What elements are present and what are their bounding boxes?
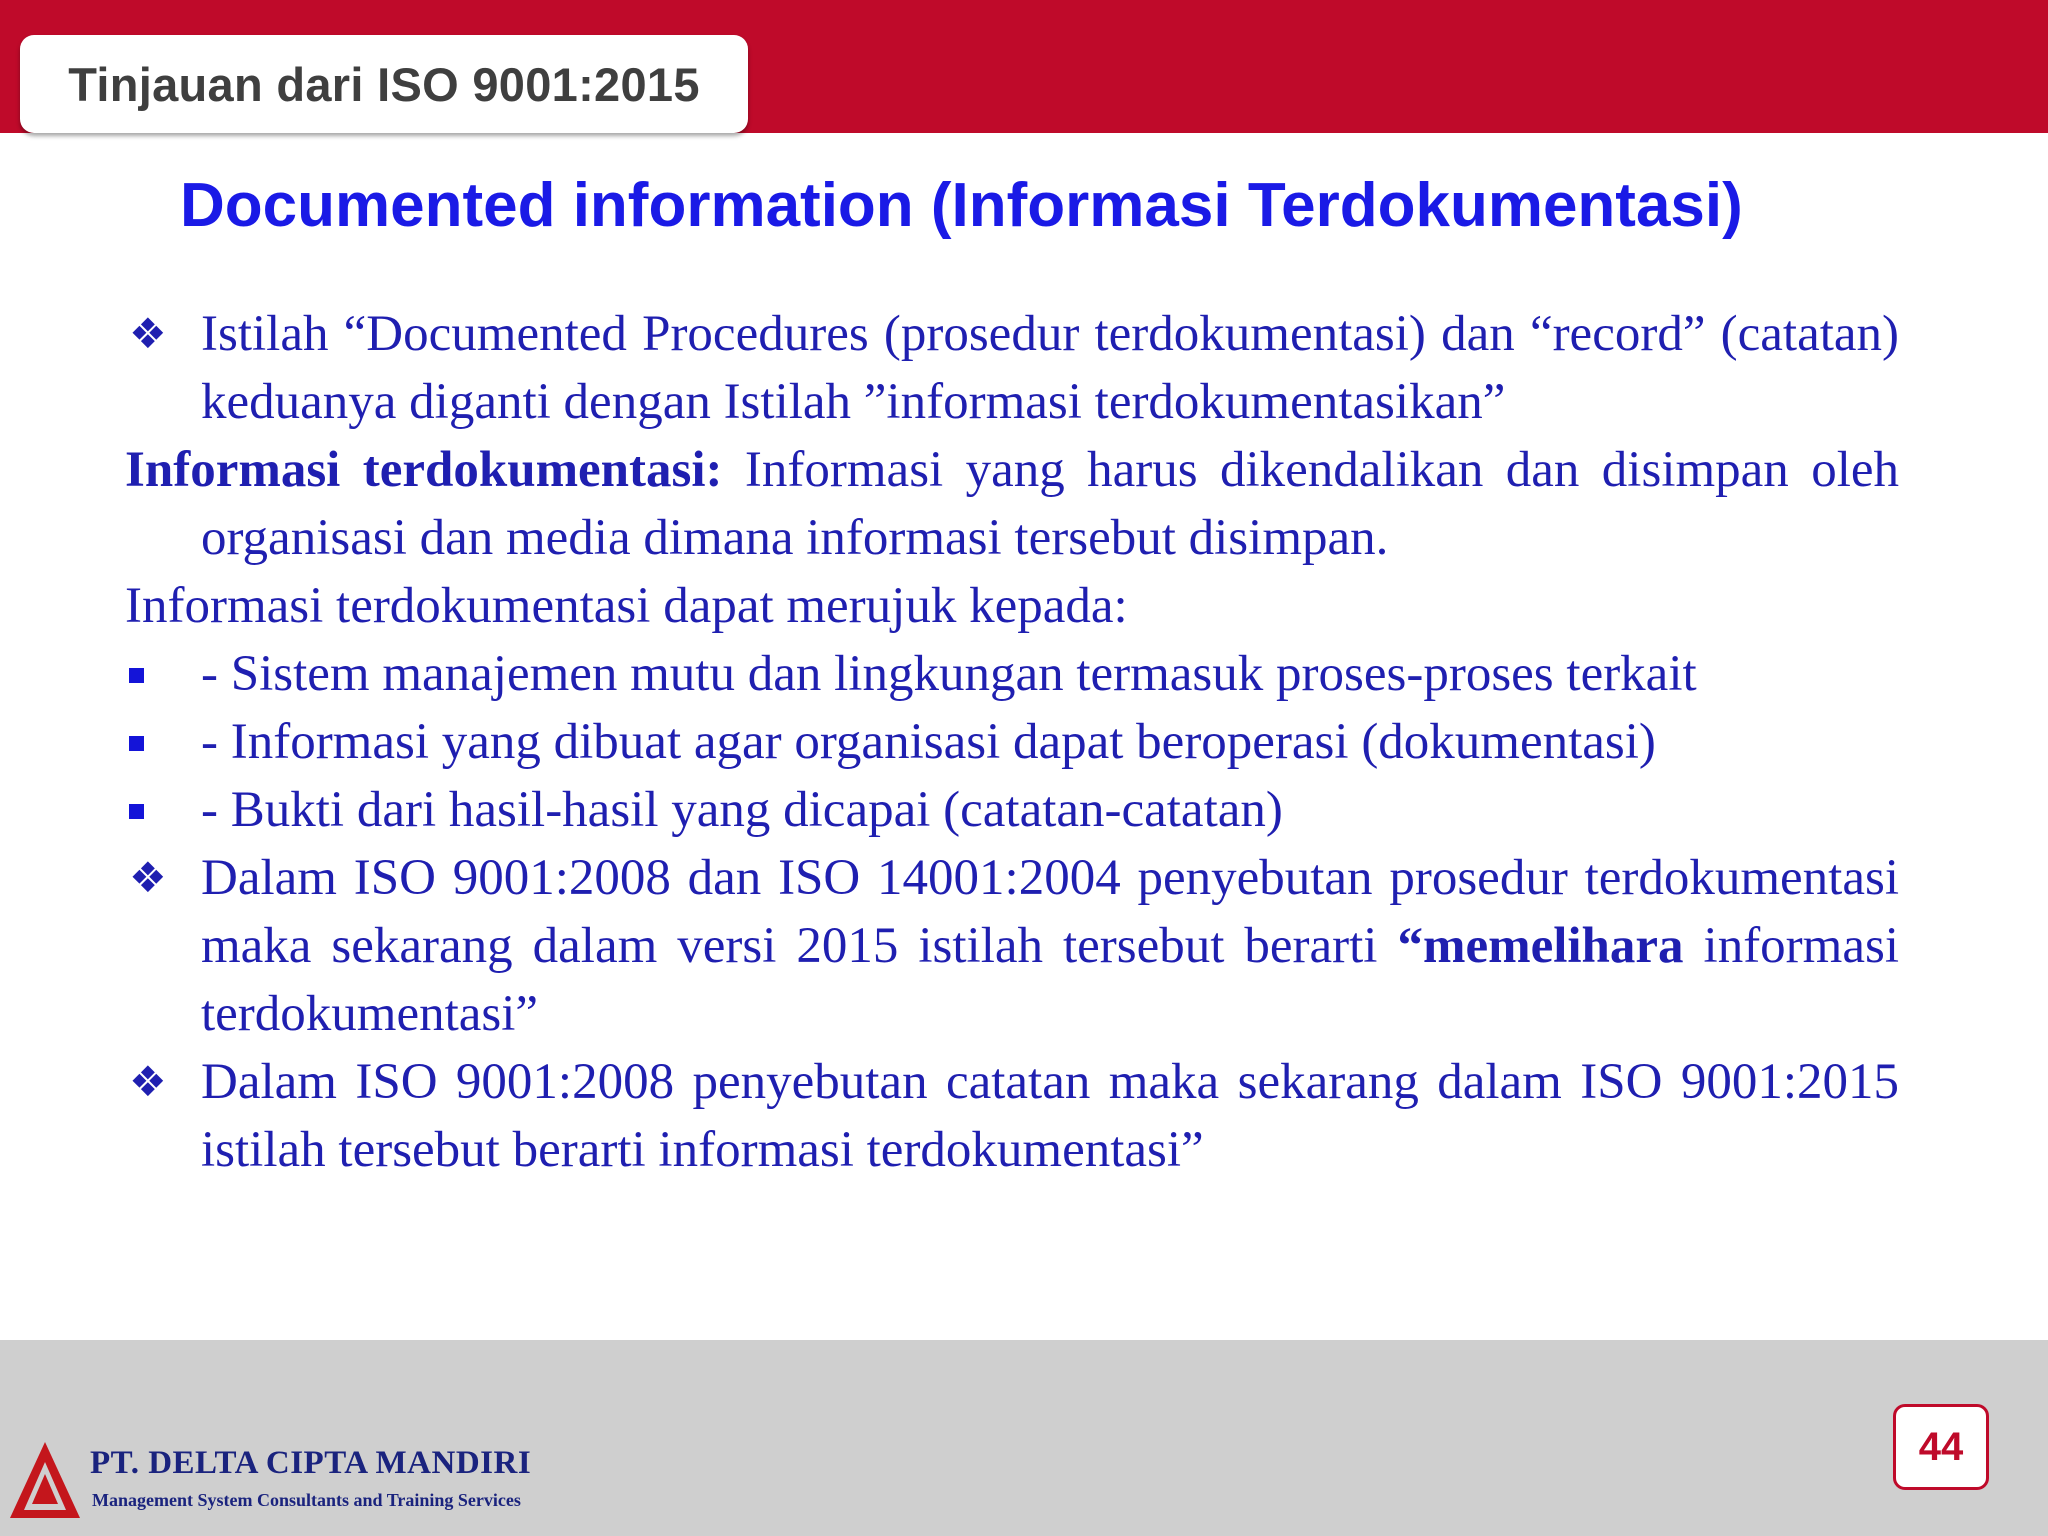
sub-item-text: - Sistem manajemen mutu dan lingkungan termasuk proses-proses terkait xyxy=(201,646,1697,702)
definition-term: Informasi terdokumentasi: xyxy=(125,442,723,498)
paragraph-text: Dalam ISO 9001:2008 dan ISO 14001:2004 penyebutan prosedur terdokumentasi maka sekarang dalam versi 2015 istilah tersebut berarti xyxy=(201,850,1899,974)
company-logo-icon xyxy=(8,1440,82,1520)
list-item xyxy=(125,640,1899,708)
intro-paragraph xyxy=(125,572,1899,640)
diamond-bullet-icon: ❖ xyxy=(129,1057,167,1106)
list-item xyxy=(125,1048,1899,1184)
company-name: PT. DELTA CIPTA MANDIRI xyxy=(90,1445,532,1481)
list-item xyxy=(125,708,1899,776)
diamond-bullet-icon: ❖ xyxy=(129,309,167,358)
section-label: Tinjauan dari ISO 9001:2015 xyxy=(68,57,700,111)
section-label-tab xyxy=(20,35,748,133)
sub-item-text: - Informasi yang dibuat agar organisasi dapat beroperasi (dokumentasi) xyxy=(201,714,1656,770)
square-bullet-icon xyxy=(129,668,144,683)
paragraph-text: Dalam ISO 9001:2008 penyebutan catatan maka sekarang dalam ISO 9001:2015 istilah tersebut berarti informasi terdokumentasi” xyxy=(201,1054,1899,1178)
emphasis-text: “memelihara xyxy=(1397,918,1684,974)
diamond-bullet-icon: ❖ xyxy=(129,853,167,902)
slide-title: Documented information (Informasi Terdokumentasi) xyxy=(180,171,1743,240)
list-item xyxy=(125,844,1899,1048)
sub-item-text: - Bukti dari hasil-hasil yang dicapai (catatan-catatan) xyxy=(201,782,1283,838)
list-item xyxy=(125,300,1899,436)
paragraph-text: Informasi terdokumentasi dapat merujuk kepada: xyxy=(125,578,1128,634)
definition-text: Informasi yang harus dikendalikan dan disimpan oleh organisasi dan media dimana informasi tersebut disimpan. xyxy=(201,442,1899,566)
paragraph-text: informasi terdokumentasi” xyxy=(201,918,1899,1042)
list-item xyxy=(125,776,1899,844)
page-number: 44 xyxy=(1893,1404,1989,1490)
square-bullet-icon xyxy=(129,736,144,751)
definition-paragraph xyxy=(125,436,1899,572)
paragraph-text: Istilah “Documented Procedures (prosedur terdokumentasi) dan “record” (catatan) keduanya diganti dengan Istilah ”informasi terdokumentasikan” xyxy=(201,306,1899,430)
slide-content xyxy=(125,300,1899,1184)
company-tagline: Management System Consultants and Training Services xyxy=(92,1490,521,1510)
square-bullet-icon xyxy=(129,804,144,819)
